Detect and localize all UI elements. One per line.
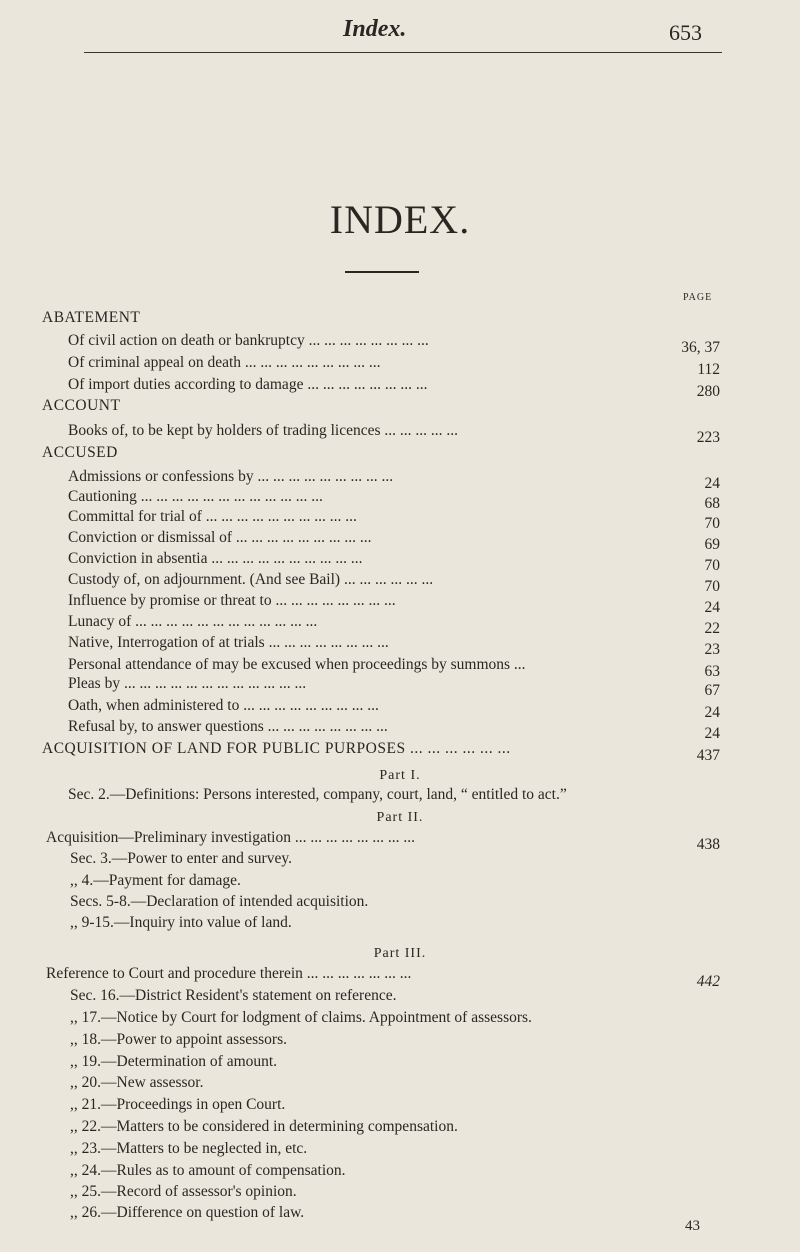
index-entry: Of import duties according to damage ... ... ... ... ... ... ... ... bbox=[68, 376, 428, 393]
index-entry: ,, 19.—Determination of amount. bbox=[70, 1053, 278, 1070]
index-entry: Books of, to be kept by holders of trading licences ... ... ... ... ... bbox=[68, 422, 459, 439]
index-entry: Committal for trial of ... ... ... ... ... ... ... ... ... ... bbox=[68, 508, 357, 525]
index-heading: ACQUISITION OF LAND FOR PUBLIC PURPOSES ... ... ... ... ... ... bbox=[42, 740, 511, 757]
index-heading: ACCOUNT bbox=[42, 397, 121, 414]
index-entry: ,, 20.—New assessor. bbox=[70, 1074, 204, 1091]
folio-signature: 43 bbox=[685, 1218, 700, 1234]
index-entry: ,, 21.—Proceedings in open Court. bbox=[70, 1096, 286, 1113]
index-entry: Reference to Court and procedure therein ... ... ... ... ... ... ... bbox=[46, 965, 412, 982]
index-entry: ,, 4.—Payment for damage. bbox=[70, 872, 241, 889]
index-entry: Of civil action on death or bankruptcy ... ... ... ... ... ... ... ... bbox=[68, 332, 429, 349]
index-entry: Secs. 5-8.—Declaration of intended acquisition. bbox=[70, 893, 369, 910]
entry-page-ref: 112 bbox=[697, 361, 720, 378]
entry-page-ref: 437 bbox=[696, 747, 720, 764]
index-entry: ,, 26.—Difference on question of law. bbox=[70, 1204, 305, 1221]
entry-page-ref: 24 bbox=[704, 475, 720, 492]
index-entry: Influence by promise or threat to ... ... ... ... ... ... ... ... bbox=[68, 592, 396, 609]
entry-page-ref: 280 bbox=[696, 383, 720, 400]
index-entry: Personal attendance of may be excused when proceedings by summons ... bbox=[68, 656, 526, 673]
entry-page-ref: 67 bbox=[704, 682, 720, 699]
page-number: 653 bbox=[669, 20, 702, 45]
page-title: INDEX. bbox=[329, 197, 471, 242]
index-entry: Custody of, on adjournment. (And see Bail) ... ... ... ... ... ... bbox=[68, 571, 434, 588]
entry-page-ref: 442 bbox=[696, 973, 720, 990]
index-entry: Pleas by ... ... ... ... ... ... ... ... ... ... ... ... bbox=[68, 675, 307, 692]
entry-page-ref: 24 bbox=[704, 704, 720, 721]
index-entry: Native, Interrogation of at trials ... ... ... ... ... ... ... ... bbox=[68, 634, 389, 651]
part-heading: Part III. bbox=[373, 946, 427, 961]
index-heading: ABATEMENT bbox=[42, 309, 141, 326]
index-entry: ,, 23.—Matters to be neglected in, etc. bbox=[70, 1140, 308, 1157]
index-entry: Refusal by, to answer questions ... ... ... ... ... ... ... ... bbox=[68, 718, 388, 735]
entry-page-ref: 70 bbox=[704, 578, 720, 595]
index-entry: ,, 18.—Power to appoint assessors. bbox=[70, 1031, 287, 1048]
entry-page-ref: 68 bbox=[704, 495, 720, 512]
entry-page-ref: 36, 37 bbox=[681, 339, 720, 356]
header-rule bbox=[84, 52, 722, 53]
index-entry: Sec. 16.—District Resident's statement on reference. bbox=[70, 987, 397, 1004]
index-entry: Conviction or dismissal of ... ... ... ... ... ... ... ... ... bbox=[68, 529, 372, 546]
index-entry: ,, 25.—Record of assessor's opinion. bbox=[70, 1183, 297, 1200]
index-entry: ,, 17.—Notice by Court for lodgment of claims. Appointment of assessors. bbox=[70, 1009, 532, 1026]
index-entry: Admissions or confessions by ... ... ... ... ... ... ... ... ... bbox=[68, 468, 394, 485]
entry-page-ref: 63 bbox=[704, 663, 720, 680]
running-title: Index. bbox=[343, 16, 407, 42]
entry-page-ref: 24 bbox=[704, 599, 720, 616]
index-entry: Acquisition—Preliminary investigation ... ... ... ... ... ... ... ... bbox=[46, 829, 415, 846]
index-entry: ,, 9-15.—Inquiry into value of land. bbox=[70, 914, 292, 931]
entry-page-ref: 22 bbox=[704, 620, 720, 637]
entry-page-ref: 70 bbox=[704, 515, 720, 532]
index-entry: Lunacy of ... ... ... ... ... ... ... ... ... ... ... ... bbox=[68, 613, 318, 630]
index-entry: Oath, when administered to ... ... ... ... ... ... ... ... ... bbox=[68, 697, 379, 714]
part-heading: Part II. bbox=[376, 810, 424, 825]
entry-page-ref: 69 bbox=[704, 536, 720, 553]
index-entry: Cautioning ... ... ... ... ... ... ... ... ... ... ... ... bbox=[68, 488, 323, 505]
title-rule bbox=[345, 271, 419, 273]
entry-page-ref: 70 bbox=[704, 557, 720, 574]
entry-page-ref: 23 bbox=[704, 641, 720, 658]
index-entry: Of criminal appeal on death ... ... ... ... ... ... ... ... ... bbox=[68, 354, 381, 371]
index-entry: Sec. 2.—Definitions: Persons interested, company, court, land, “ entitled to act.” bbox=[68, 786, 567, 803]
index-entry: Conviction in absentia ... ... ... ... ... ... ... ... ... ... bbox=[68, 550, 363, 567]
entry-page-ref: 438 bbox=[696, 836, 720, 853]
entry-page-ref: 24 bbox=[704, 725, 720, 742]
index-entry: ,, 22.—Matters to be considered in determining compensation. bbox=[70, 1118, 458, 1135]
index-heading: ACCUSED bbox=[42, 444, 118, 461]
entry-page-ref: 223 bbox=[696, 429, 720, 446]
part-heading: Part I. bbox=[379, 768, 421, 783]
index-entry: ,, 24.—Rules as to amount of compensation. bbox=[70, 1162, 346, 1179]
index-entry: Sec. 3.—Power to enter and survey. bbox=[70, 850, 292, 867]
page-column-label: PAGE bbox=[683, 292, 713, 303]
